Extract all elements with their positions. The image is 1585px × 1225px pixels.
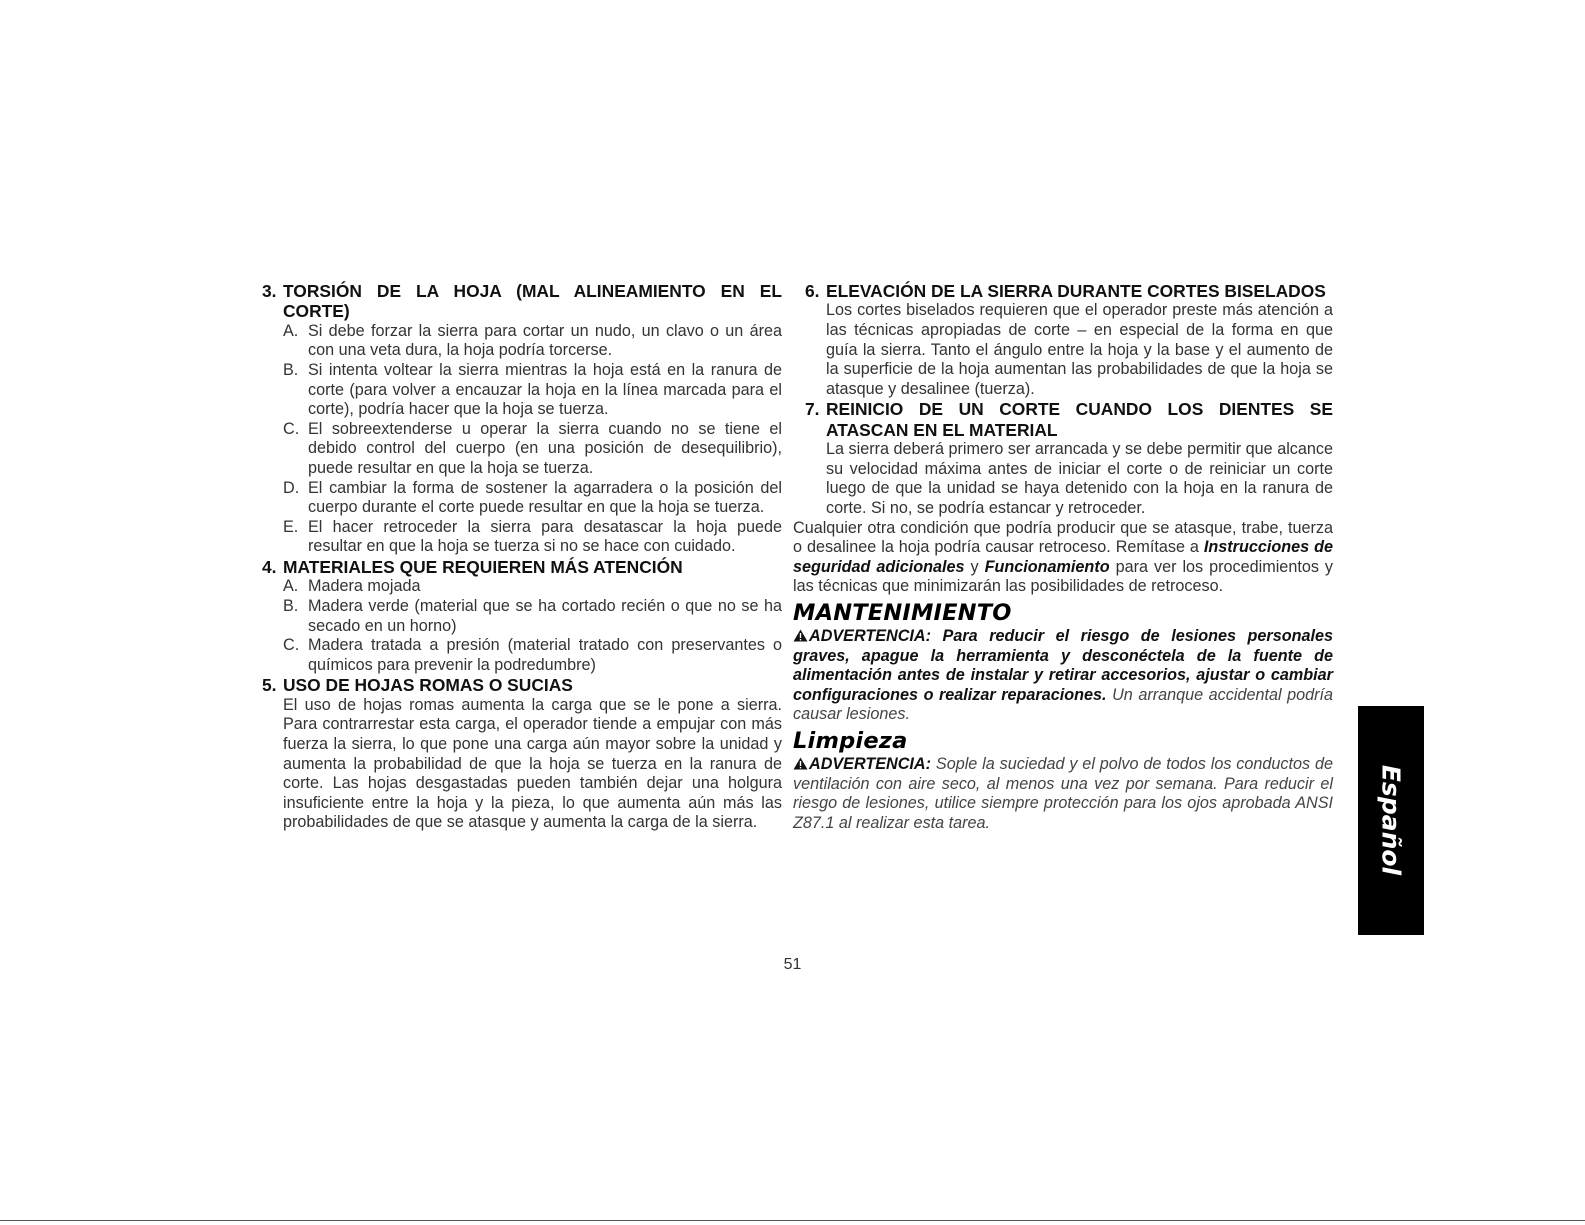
list-item: B. Madera verde (material que se ha cortado recién o que no se ha secado en un horno) <box>283 596 782 635</box>
language-tab-label: Español <box>1376 764 1406 876</box>
list-item: A. Madera mojada <box>283 577 421 596</box>
language-tab <box>1358 706 1424 935</box>
cleaning-warning: ADVERTENCIA: Sople la suciedad y el polvo de todos los conductos de ventilación con aire seco, al menos una vez por semana. Para reducir el riesgo de lesiones, utilice siempre protección para los ojos aprobada ANSI Z87.1 al realizar esta tarea. <box>793 754 1333 832</box>
left-column <box>262 281 782 833</box>
section-4-heading: 4. MATERIALES QUE REQUIEREN MÁS ATENCIÓN <box>262 556 683 577</box>
section-6-heading: 6. ELEVACIÓN DE LA SIERRA DURANTE CORTES BISELADOS <box>805 281 1326 301</box>
reference-operation: Funcionamiento <box>984 557 1110 576</box>
page-number: 51 <box>783 956 802 973</box>
reference-safety-instructions: Instrucciones de seguridad adicionales <box>793 538 1333 576</box>
section-3-heading: 3. TORSIÓN DE LA HOJA (MAL ALINEAMIENTO EN EL CORTE) <box>262 281 782 322</box>
section-7-text: La sierra deberá primero ser arrancada y se debe permitir que alcance su velocidad máxima antes de iniciar el corte o de reiniciar un corte luego de que la unidad se haya detenido con la hoja en la ranura de corte. Si no, se podría estancar y retroceder. <box>826 440 1333 517</box>
cleaning-heading: Limpieza <box>793 727 908 754</box>
list-item: E. El hacer retroceder la sierra para desatascar la hoja puede resultar en que la hoja se tuerza si no se hace con cuidado. <box>283 517 782 556</box>
section-5-heading: 5. USO DE HOJAS ROMAS O SUCIAS <box>262 675 573 696</box>
bottom-divider <box>0 1220 1585 1221</box>
list-item: C. El sobreextenderse u operar la sierra cuando no se tiene el debido control del cuerpo (en una posición de desequilibrio), puede resultar en que la hoja se tuerza. <box>283 419 782 477</box>
list-item: A. Si debe forzar la sierra para cortar un nudo, un clavo o un área con una veta dura, la hoja podría torcerse. <box>283 321 782 360</box>
closing-paragraph: Cualquier otra condición que podría producir que se atasque, trabe, tuerza o desalinee la hoja podría causar retroceso. Remítase a Instrucciones de seguridad adicionales y Funcionamiento para ver los procedimientos y las técnicas que minimizarán las posibilidades de retroceso. <box>793 518 1333 596</box>
warning-triangle-icon <box>793 757 808 770</box>
section-7-heading: 7. REINICIO DE UN CORTE CUANDO LOS DIENTES SE ATASCAN EN EL MATERIAL <box>805 399 1333 440</box>
list-item: B. Si intenta voltear la sierra mientras la hoja está en la ranura de corte (para volver a encauzar la hoja en la línea marcada para el corte), podría hacer que la hoja se tuerza. <box>283 361 782 419</box>
section-6-text: Los cortes biselados requieren que el operador preste más atención a las técnicas apropiadas de corte – en especial de la forma en que guía la sierra. Tanto el ángulo entre la hoja y la base y el aumento de la superficie de la hoja aumentan las probabilidades de que la hoja se atasque y desalinee (tuerza). <box>826 301 1333 398</box>
warning-triangle-icon <box>793 629 808 642</box>
maintenance-heading: MANTENIMIENTO <box>793 599 1012 626</box>
list-item: C. Madera tratada a presión (material tratado con preservantes o químicos para prevenir la podredumbre) <box>283 636 782 674</box>
list-item: D. El cambiar la forma de sostener la agarradera o la posición del cuerpo durante el corte puede resultar en que la hoja se tuerza. <box>283 478 782 517</box>
right-column <box>793 281 1333 833</box>
section-5-text: El uso de hojas romas aumenta la carga que se le pone a sierra. Para contrarrestar esta carga, el operador tiende a empujar con más fuerza la sierra, lo que pone una carga aún mayor sobre la unidad y aumenta la probabilidad de que la hoja se tuerza en la ranura de corte. Las hojas desgastadas pueden también dejar una holgura insuficiente entre la hoja y la pieza, lo que aumenta aún más las probabilidades de que se atasque y aumenta la carga de la sierra. <box>283 695 782 832</box>
maintenance-warning: ADVERTENCIA: Para reducir el riesgo de lesiones personales graves, apague la herramienta y desconéctela de la fuente de alimentación antes de instalar y retirar accesorios, ajustar o cambiar configuraciones o realizar reparaciones. Un arranque accidental podría causar lesiones. <box>793 626 1333 724</box>
